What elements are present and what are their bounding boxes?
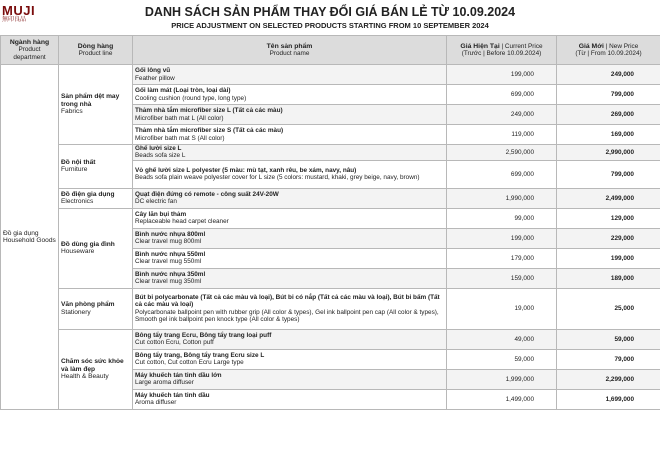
new-price: 169,000 [557, 125, 660, 145]
new-price: 79,000 [557, 349, 660, 369]
table-row [1, 65, 660, 85]
page-title: DANH SÁCH SẢN PHẨM THAY ĐỔI GIÁ BÁN LẺ TỪ 10.09.2024 [144, 5, 516, 19]
line-cell-fabrics: Sản phẩm dệt may trong nhà Fabrics [59, 65, 133, 145]
new-price: 189,000 [557, 268, 660, 288]
new-price: 1,699,000 [557, 389, 660, 409]
current-price: 119,000 [447, 125, 557, 145]
table-row [1, 188, 660, 208]
price-table [0, 35, 660, 410]
current-price: 99,000 [447, 208, 557, 228]
new-price: 269,000 [557, 105, 660, 125]
line-cell-stationery: Văn phòng phẩm Stationery [59, 288, 133, 329]
table-row [1, 329, 660, 349]
product-name: Thảm nhà tắm microfiber size S (Tất cả các màu) Microfiber bath mat S (All color) [133, 125, 447, 145]
product-name: Bình nước nhựa 800ml Clear travel mug 800ml [133, 228, 447, 248]
current-price: 199,000 [447, 65, 557, 85]
product-name: Máy khuếch tán tinh dầu lớn Large aroma diffuser [133, 369, 447, 389]
product-name: Bông tẩy trang Ecru, Bông tẩy trang loại puff Cut cotton Ecru, Cotton puff [133, 329, 447, 349]
table-header-row [1, 36, 660, 65]
current-price: 1,990,000 [447, 188, 557, 208]
table-row [1, 288, 660, 329]
line-cell-electronics: Đồ điện gia dụng Electronics [59, 188, 133, 208]
header-product-name: Tên sản phẩm Product name [133, 36, 447, 65]
new-price: 799,000 [557, 85, 660, 105]
current-price: 1,999,000 [447, 369, 557, 389]
brand-sub: 無印良品 [2, 17, 27, 23]
table-row [1, 145, 660, 161]
product-name: Quạt điện đứng có remote - công suất 24V-20W DC electric fan [133, 188, 447, 208]
new-price: 2,299,000 [557, 369, 660, 389]
table-row [1, 208, 660, 228]
current-price: 49,000 [447, 329, 557, 349]
current-price: 199,000 [447, 228, 557, 248]
new-price: 2,990,000 [557, 145, 660, 161]
product-name: Máy khuếch tán tinh dầu Aroma diffuser [133, 389, 447, 409]
product-name: Cây lăn bụi thảm Replaceable head carpet cleaner [133, 208, 447, 228]
current-price: 249,000 [447, 105, 557, 125]
current-price: 699,000 [447, 85, 557, 105]
current-price: 179,000 [447, 248, 557, 268]
product-name: Gối lông vũ Feather pillow [133, 65, 447, 85]
current-price: 699,000 [447, 160, 557, 188]
new-price: 25,000 [557, 288, 660, 329]
line-cell-furniture: Đồ nội thất Furniture [59, 145, 133, 189]
header-line: Dòng hàng Product line [59, 36, 133, 65]
product-name: Bình nước nhựa 550ml Clear travel mug 550ml [133, 248, 447, 268]
product-name: Vỏ ghế lười size L polyester (5 màu: mù tạt, xanh rêu, be xám, navy, nâu) Beads sofa plain weave polyester cover for L size (5 colors: mustard, khaki, grey beige, navy, brown) [133, 160, 447, 188]
brand-name: MUJI [2, 3, 36, 18]
header-current-price: Giá Hiện Tại | Current Price (Trước | Before 10.09.2024) [447, 36, 557, 65]
product-name: Bông tẩy trang, Bông tẩy trang Ecru size L Cut cotton, Cut cotton Ecru Large type [133, 349, 447, 369]
line-cell-health-beauty: Chăm sóc sức khỏe và làm đẹp Health & Beauty [59, 329, 133, 409]
new-price: 229,000 [557, 228, 660, 248]
new-price: 59,000 [557, 329, 660, 349]
new-price: 249,000 [557, 65, 660, 85]
new-price: 129,000 [557, 208, 660, 228]
line-cell-houseware: Đồ dùng gia đình Houseware [59, 208, 133, 288]
new-price: 2,499,000 [557, 188, 660, 208]
current-price: 1,499,000 [447, 389, 557, 409]
current-price: 2,590,000 [447, 145, 557, 161]
product-name: Bình nước nhựa 350ml Clear travel mug 350ml [133, 268, 447, 288]
header-new-price: Giá Mới | New Price (Từ | From 10.09.2024) [557, 36, 660, 65]
product-name: Thảm nhà tắm microfiber size L (Tất cả các màu) Microfiber bath mat L (All color) [133, 105, 447, 125]
new-price: 199,000 [557, 248, 660, 268]
page-subtitle: PRICE ADJUSTMENT ON SELECTED PRODUCTS STARTING FROM 10 SEPTEMBER 2024 [171, 21, 489, 30]
current-price: 159,000 [447, 268, 557, 288]
current-price: 59,000 [447, 349, 557, 369]
department-cell: Đồ gia dụng Household Goods [1, 65, 59, 410]
new-price: 799,000 [557, 160, 660, 188]
product-name: Gối làm mát (Loại tròn, loại dài) Cooling cushion (round type, long type) [133, 85, 447, 105]
product-name: Ghế lười size L Beads sofa size L [133, 145, 447, 161]
header-department: Ngành hàng Product department [1, 36, 59, 65]
current-price: 19,000 [447, 288, 557, 329]
product-name: Bút bi polycarbonate (Tất cả các màu và loại), Bút bi có nắp (Tất cả các màu và loại), Bút bi bấm (Tất cả các màu và loại) Polycarbonate ballpoint pen with rubber grip (All color & types), Gel ink ballpoint pen cap (All color & types), Smooth gel ink ballpoint pen knock type (All color & types) [133, 288, 447, 329]
